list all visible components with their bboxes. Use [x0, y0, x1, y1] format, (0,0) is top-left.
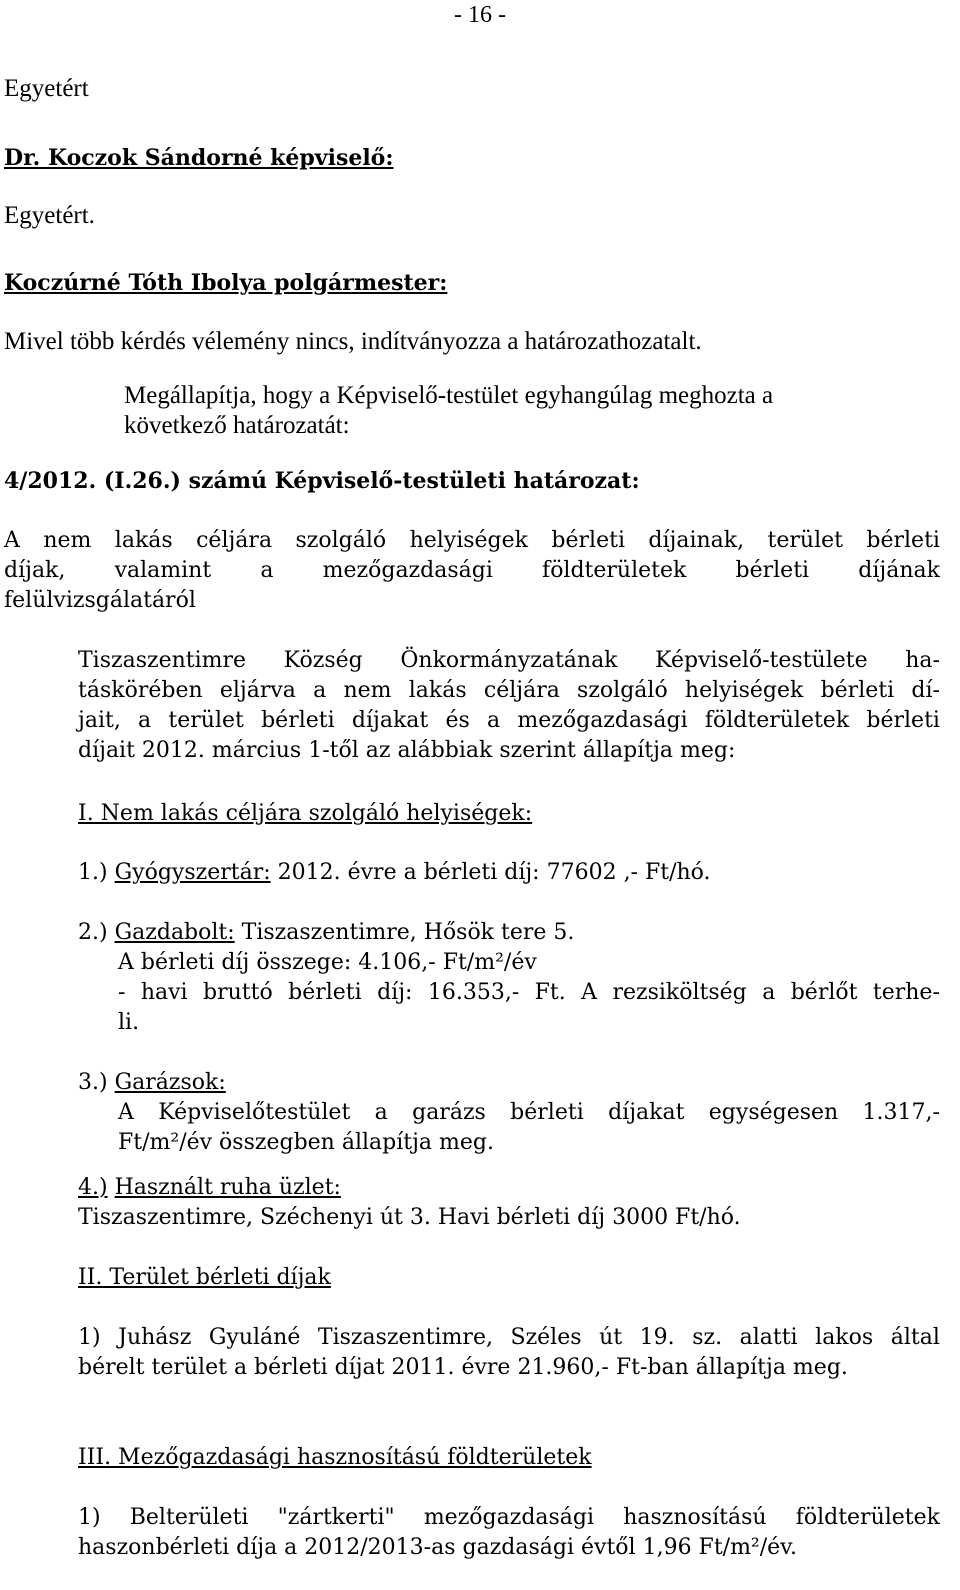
word: jait,	[78, 708, 121, 733]
item-2-line-2: A bérleti díj összege: 4.106,- Ft/m²/év	[118, 950, 537, 975]
section-III-line-2: haszonbérleti díja a 2012/2013-as gazdasági évtől 1,96 Ft/m²/év.	[78, 1535, 797, 1560]
word: terület	[168, 708, 244, 733]
word: út	[599, 1325, 623, 1350]
word: Belterületi	[129, 1505, 249, 1530]
item-3-line-3: Ft/m²/év összegben állapítja meg.	[118, 1130, 494, 1155]
word: bérleti	[288, 980, 362, 1005]
item-2-line-4: li.	[118, 1010, 140, 1035]
body-line-4: díjait 2012. március 1-től az alábbiak szerint állapítja meg:	[78, 738, 736, 763]
word: céljára	[483, 678, 560, 703]
word: valamint	[114, 558, 212, 583]
finding-line-1: Megállapítja, hogy a Képviselő-testület egyhangúlag meghozta a	[124, 382, 774, 409]
word: "zártkerti"	[277, 1505, 395, 1530]
word: A	[581, 980, 598, 1005]
agree-text-2: Egyetért.	[4, 202, 95, 229]
item-4	[78, 1173, 341, 1203]
item-2-text: Tiszaszentimre, Hősök tere 5.	[234, 920, 575, 945]
item-1-number: 1.)	[78, 860, 108, 885]
word: Önkormányzatának	[400, 648, 618, 673]
word: alatti	[739, 1325, 798, 1350]
word: mezőgazdasági	[517, 708, 688, 733]
word: mezőgazdasági	[322, 558, 493, 583]
section-II-line-1	[78, 1323, 940, 1353]
word: Juhász	[118, 1325, 192, 1350]
word: díjak,	[4, 558, 66, 583]
word: díjakat	[608, 1100, 685, 1125]
word: ha-	[905, 648, 940, 673]
word: bérleti	[551, 528, 625, 553]
body-line-1	[78, 646, 940, 676]
item-2-label: Gazdabolt:	[114, 920, 235, 945]
word: terhe-	[872, 980, 940, 1005]
item-1-label: Gyógyszertár:	[114, 860, 271, 885]
word: eljárva	[219, 678, 296, 703]
resolution-title: 4/2012. (I.26.) számú Képviselő-testületi határozat:	[4, 468, 640, 494]
word: díjának	[858, 558, 940, 583]
item-3-number: 3.)	[78, 1070, 108, 1095]
finding-line-2: következő határozatát:	[124, 412, 350, 439]
item-3-line-2	[118, 1098, 940, 1128]
word: nem	[43, 528, 92, 553]
item-2-number: 2.)	[78, 920, 108, 945]
word: földterületek	[542, 558, 687, 583]
word: dí-	[911, 678, 940, 703]
motion-text: Mivel több kérdés vélemény nincs, indítványozza a határozathozatalt.	[4, 328, 702, 355]
subject-line-3: felülvizsgálatáról	[4, 588, 196, 613]
word: által	[890, 1325, 940, 1350]
word: nem	[343, 678, 392, 703]
word: A	[118, 1100, 134, 1125]
word: földterületek	[795, 1505, 940, 1530]
body-line-2	[78, 676, 940, 706]
word: a	[313, 678, 327, 703]
agree-text-1: Egyetért	[4, 75, 89, 102]
word: Tiszaszentimre,	[317, 1325, 493, 1350]
word: mezőgazdasági	[423, 1505, 595, 1530]
section-III-line-1	[78, 1503, 940, 1533]
word: céljára	[196, 528, 273, 553]
word: és	[445, 708, 470, 733]
word: a	[260, 558, 274, 583]
word: lakos	[815, 1325, 874, 1350]
word: Képviselő-testülete	[655, 648, 868, 673]
word: lakás	[114, 528, 173, 553]
body-line-3	[78, 706, 940, 736]
subject-line-1	[4, 526, 940, 556]
item-1-text: 2012. évre a bérleti díj: 77602 ,- Ft/hó.	[270, 860, 711, 885]
word: a	[762, 980, 776, 1005]
item-1	[78, 858, 711, 888]
word: A	[4, 528, 20, 553]
word: bérlőt	[790, 980, 858, 1005]
section-III-heading: III. Mezőgazdasági hasznosítású földterületek	[78, 1445, 592, 1470]
speaker-heading-2: Koczúrné Tóth Ibolya polgármester:	[4, 270, 448, 296]
word: Község	[283, 648, 363, 673]
word: 1)	[78, 1505, 101, 1530]
word: helyiségek	[409, 528, 528, 553]
word: bérleti	[735, 558, 810, 583]
item-2-line-3	[118, 978, 940, 1008]
word: 16.353,-	[427, 980, 520, 1005]
speaker-heading-1: Dr. Koczok Sándorné képviselő:	[4, 145, 394, 171]
word: 19.	[639, 1325, 675, 1350]
word: a	[138, 708, 152, 733]
item-4-number: 4.)	[78, 1175, 108, 1200]
word: havi	[140, 980, 188, 1005]
word: földterületek	[704, 708, 850, 733]
word: lakás	[408, 678, 467, 703]
word: bérleti	[866, 528, 940, 553]
word: díj:	[377, 980, 413, 1005]
word: a	[374, 1100, 388, 1125]
section-II-line-2: bérelt terület a bérleti díjat 2011. évre 21.960,- Ft-ban állapítja meg.	[78, 1355, 848, 1380]
word: szolgáló	[577, 678, 668, 703]
word: bruttó	[203, 980, 273, 1005]
word: sz.	[692, 1325, 723, 1350]
word: szolgáló	[295, 528, 387, 553]
word: terület	[767, 528, 843, 553]
word: 1.317,-	[862, 1100, 940, 1125]
word: hasznosítású	[623, 1505, 767, 1530]
item-4-label: Használt ruha üzlet:	[114, 1175, 341, 1200]
word: garázs	[412, 1100, 486, 1125]
item-3	[78, 1068, 226, 1098]
word: Széles	[510, 1325, 582, 1350]
page-number: - 16 -	[454, 2, 506, 28]
word: táskörében	[78, 678, 203, 703]
word: Képviselőtestület	[158, 1100, 351, 1125]
word: helyiségek	[684, 678, 804, 703]
item-4-line-2: Tiszaszentimre, Széchenyi út 3. Havi bérleti díj 3000 Ft/hó.	[78, 1205, 741, 1230]
word: 1)	[78, 1325, 101, 1350]
word: Tiszaszentimre	[78, 648, 247, 673]
word: bérleti	[866, 708, 940, 733]
word: bérleti	[261, 708, 335, 733]
word: bérleti	[820, 678, 895, 703]
word: a	[487, 708, 501, 733]
section-I-heading: I. Nem lakás céljára szolgáló helyiségek:	[78, 801, 533, 826]
item-3-label: Garázsok:	[114, 1070, 226, 1095]
word: díjainak,	[648, 528, 745, 553]
word: rezsiköltség	[612, 980, 747, 1005]
word: bérleti	[510, 1100, 584, 1125]
word: egységesen	[708, 1100, 839, 1125]
word: Gyuláné	[208, 1325, 301, 1350]
word: -	[118, 980, 126, 1005]
section-II-heading: II. Terület bérleti díjak	[78, 1265, 331, 1290]
subject-line-2	[4, 556, 940, 586]
item-2	[78, 918, 574, 948]
word: díjakat	[351, 708, 429, 733]
word: Ft.	[534, 980, 566, 1005]
